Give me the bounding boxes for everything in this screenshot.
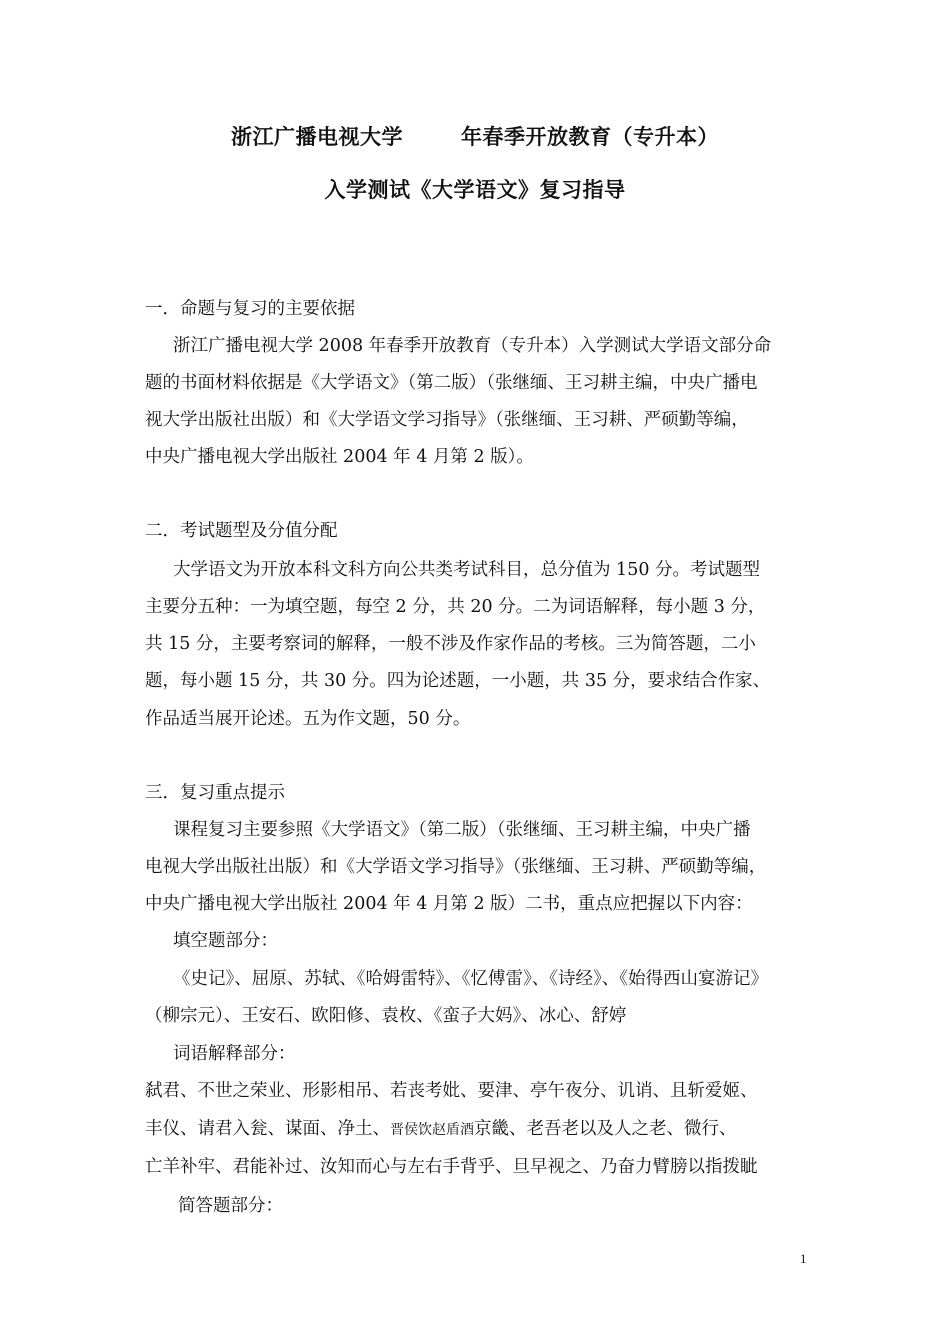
vocab-line-2-part-small: 晋侯饮赵盾酒 <box>390 1122 474 1138</box>
section2-heading: 二．考试题型及分值分配 <box>145 521 338 541</box>
section3-heading: 三．复习重点提示 <box>145 783 285 803</box>
section1-heading: 一．命题与复习的主要依据 <box>145 299 355 319</box>
section2-line-4: 题，每小题 15 分，共 30 分。四为论述题，一小题，共 35 分，要求结合作家、 <box>145 671 771 691</box>
document-title-line2: 入学测试《大学语文》复习指导 <box>324 178 626 202</box>
section1-line-1: 浙江广播电视大学 2008 年春季开放教育（专升本）入学测试大学语文部分命 <box>173 336 772 356</box>
section1-line-4: 中央广播电视大学出版社 2004 年 4 月第 2 版）。 <box>145 447 534 467</box>
vocab-line-1: 弑君、不世之荣业、形影相吊、若丧考妣、要津、亭午夜分、讥诮、且斩爱姬、 <box>145 1081 758 1101</box>
vocab-line-2-part-a: 丰仪、请君入瓮、谋面、净土、 <box>145 1119 390 1139</box>
section1-line-2: 题的书面材料依据是《大学语文》（第二版）（张继缅、王习耕主编，中央广播电 <box>145 373 758 393</box>
section3-line-2: 电视大学出版社出版）和《大学语文学习指导》（张继缅、王习耕、严硕勤等编， <box>145 857 767 877</box>
short-answer-heading: 简答题部分： <box>178 1196 283 1216</box>
section2-line-3: 共 15 分，主要考察词的解释，一般不涉及作家作品的考核。三为简答题，二小 <box>145 634 756 654</box>
fill-blank-line-2: （柳宗元）、王安石、欧阳修、袁枚、《蛮子大妈》、冰心、舒婷 <box>145 1006 627 1026</box>
document-title-line1 <box>0 121 950 151</box>
section2-line-2: 主要分五种：一为填空题，每空 2 分，共 20 分。二为词语解释，每小题 3 分， <box>145 597 766 617</box>
vocab-line-2-part-b: 京畿、老吾老以及人之老、微行、 <box>474 1119 737 1139</box>
title-program: 年春季开放教育（专升本） <box>461 125 719 149</box>
vocab-line-2 <box>145 1118 737 1141</box>
fill-blank-line-1: 《史记》、屈原、苏轼、《哈姆雷特》、《忆傅雷》、《诗经》、《始得西山宴游记》 <box>173 969 768 989</box>
vocab-heading: 词语解释部分： <box>173 1044 296 1064</box>
section3-line-1: 课程复习主要参照《大学语文》（第二版）（张继缅、王习耕主编，中央广播 <box>173 820 751 840</box>
section1-line-3: 视大学出版社出版）和《大学语文学习指导》（张继缅、王习耕、严硕勤等编， <box>145 410 749 430</box>
title-institution: 浙江广播电视大学 <box>231 125 403 149</box>
fill-blank-heading: 填空题部分： <box>173 931 278 951</box>
vocab-line-3: 亡羊补牢、君能补过、汝知而心与左右手背乎、旦早视之、乃奋力臂膀以指拨眦 <box>145 1157 758 1177</box>
section2-line-1: 大学语文为开放本科文科方向公共类考试科目，总分值为 150 分。考试题型 <box>173 560 761 580</box>
page-number: 1 <box>800 1251 807 1266</box>
section2-line-5: 作品适当展开论述。五为作文题，50 分。 <box>145 709 471 729</box>
section3-line-3: 中央广播电视大学出版社 2004 年 4 月第 2 版）二书，重点应把握以下内容： <box>145 894 753 914</box>
